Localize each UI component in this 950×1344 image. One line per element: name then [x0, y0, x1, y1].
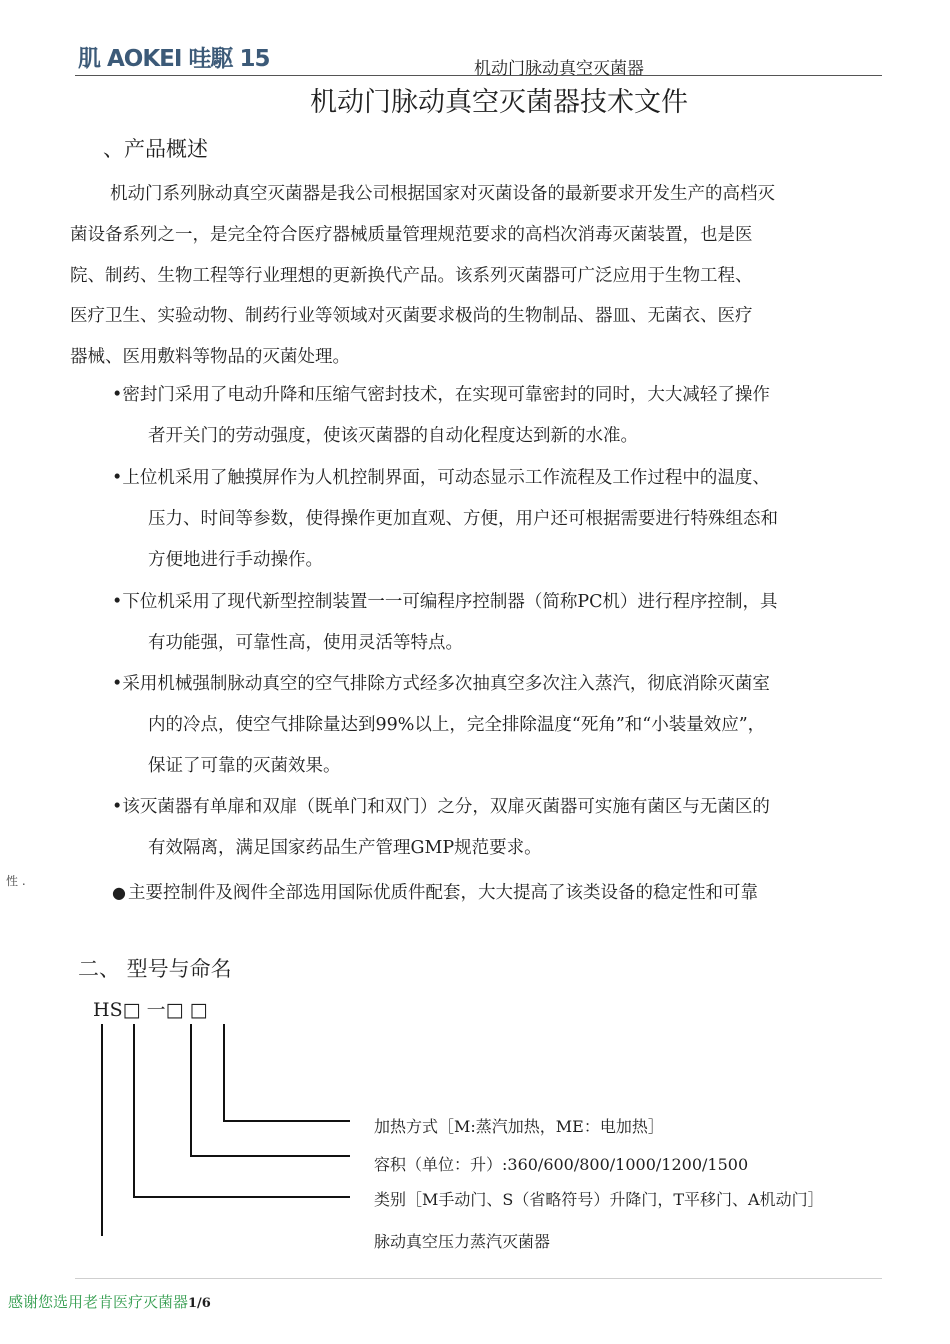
- bullet-text: 保证了可靠的灭菌效果。: [148, 756, 341, 776]
- margin-note: 性 .: [6, 874, 26, 888]
- paragraph-line: 器械、医用敷料等物品的灭菌处理。: [70, 347, 350, 368]
- paragraph-line: 医疗卫生、实验动物、制药行业等领域对灭菌要求极尚的生物制品、器皿、无菌衣、医疗: [70, 306, 753, 327]
- footer-rule: [75, 1278, 882, 1279]
- legend-volume: 容积（单位：升）:360/600/800/1000/1200/1500: [374, 1155, 749, 1174]
- model-code: HS□ 一□ □: [93, 999, 208, 1021]
- legend-category: 类别［M手动门、S（省略符号）升降门，T平移门、A机动门］: [374, 1190, 824, 1209]
- bullet-text: 下位机采用了现代新型控制装置一一可编程序控制器（简称PC机）进行程序控制，具: [122, 592, 778, 612]
- legend-sterilizer-type: 脉动真空压力蒸汽灭菌器: [374, 1232, 551, 1251]
- section-1-heading: 、产品概述: [103, 137, 208, 161]
- legend-heating-method: 加热方式［M:蒸汽加热，ME：电加热］: [374, 1117, 664, 1136]
- bullet-text: 内的冷点，使空气排除量达到99%以上，完全排除温度“死角”和“小装量效应”，: [148, 715, 766, 735]
- footer: [8, 1291, 211, 1312]
- connector-volume: [191, 1024, 350, 1156]
- bullet-text: 者开关门的劳动强度，使该灭菌器的自动化程度达到新的水准。: [148, 426, 638, 446]
- bullet-text: 主要控制件及阀件全部选用国际优质件配套，大大提高了该类设备的稳定性和可靠: [127, 883, 758, 903]
- bullet-marker: •: [112, 797, 123, 817]
- bullet-text: 采用机械强制脉动真空的空气排除方式经多次抽真空多次注入蒸汽，彻底消除灭菌室: [122, 674, 770, 694]
- bullet-text: 该灭菌器有单扉和双扉（既单门和双门）之分，双扉灭菌器可实施有菌区与无菌区的: [122, 797, 770, 817]
- bullet-marker: •: [112, 592, 123, 612]
- bullet-text: 密封门采用了电动升降和压缩气密封技术，在实现可靠密封的同时，大大减轻了操作: [122, 385, 770, 405]
- connector-category: [134, 1024, 350, 1197]
- document-title: 机动门脉动真空灭菌器技术文件: [310, 87, 688, 118]
- bullet-marker: ●: [112, 883, 126, 902]
- bullet-marker: •: [112, 385, 123, 405]
- page-number: 1/6: [188, 1296, 211, 1311]
- paragraph-line: 机动门系列脉动真空灭菌器是我公司根据国家对灭菌设备的最新要求开发生产的高档灭: [110, 184, 775, 204]
- connector-heating: [224, 1024, 350, 1121]
- bullet-text: 有功能强，可靠性高，使用灵活等特点。: [148, 633, 463, 653]
- bullet-text: 方便地进行手动操作。: [148, 550, 323, 570]
- paragraph-line: 院、制药、生物工程等行业理想的更新换代产品。该系列灭菌器可广泛应用于生物工程、: [70, 265, 753, 286]
- running-header-title: 机动门脉动真空灭菌器: [474, 59, 644, 79]
- bullet-text: 有效隔离，满足国家药品生产管理GMP规范要求。: [148, 838, 542, 858]
- bullet-marker: •: [112, 468, 123, 488]
- footer-text: 感谢您选用老肯医疗灭菌器: [8, 1293, 189, 1311]
- section-2-heading: 二、 型号与命名: [78, 957, 232, 981]
- bullet-text: 压力、时间等参数，使得操作更加直观、方便，用户还可根据需要进行特殊组态和: [148, 509, 778, 529]
- paragraph-line: 菌设备系列之一，是完全符合医疗器械质量管理规范要求的高档次消毒灭菌装置，也是医: [70, 224, 753, 245]
- company-logo: 肌 AOKEI 哇駆 15: [78, 46, 270, 72]
- bullet-text: 上位机采用了触摸屏作为人机控制界面，可动态显示工作流程及工作过程中的温度、: [122, 468, 770, 488]
- bullet-marker: •: [112, 674, 123, 694]
